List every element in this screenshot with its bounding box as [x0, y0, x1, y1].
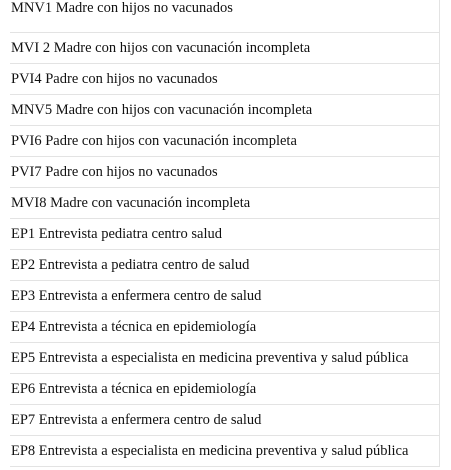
- table-cell: [10, 64, 440, 95]
- table-cell: [10, 219, 440, 250]
- table-cell: [10, 0, 440, 33]
- table-cell: [10, 374, 440, 405]
- table-row: [10, 33, 440, 64]
- cell-text: EP8 Entrevista a especialista en medicina preventiva y salud pública: [11, 443, 409, 459]
- table-cell: [10, 126, 440, 157]
- cell-text: PVI6 Padre con hijos con vacunación incompleta: [11, 133, 297, 149]
- table-row: [10, 188, 440, 219]
- table-row: [10, 64, 440, 95]
- cell-text: EP6 Entrevista a técnica en epidemiología: [11, 381, 257, 397]
- table-row: [10, 374, 440, 405]
- participants-table: [10, 0, 440, 467]
- table-cell: [10, 157, 440, 188]
- table-cell: [10, 436, 440, 467]
- table-row: [10, 219, 440, 250]
- table-row: [10, 436, 440, 467]
- cell-text: EP5 Entrevista a especialista en medicina preventiva y salud pública: [11, 350, 409, 366]
- cell-text: MVI8 Madre con vacunación incompleta: [11, 195, 251, 211]
- cell-text: EP2 Entrevista a pediatra centro de salud: [11, 257, 250, 273]
- table-row: [10, 343, 440, 374]
- table-row: [10, 0, 440, 33]
- cell-text: EP7 Entrevista a enfermera centro de salud: [11, 412, 262, 428]
- table-row: [10, 312, 440, 343]
- table-row: [10, 281, 440, 312]
- cell-text: PVI4 Padre con hijos no vacunados: [11, 71, 218, 87]
- cell-text: EP1 Entrevista pediatra centro salud: [11, 226, 222, 242]
- cell-text: EP3 Entrevista a enfermera centro de salud: [11, 288, 262, 304]
- table-cell: [10, 250, 440, 281]
- table-cell: [10, 343, 440, 374]
- cell-text: MVI 2 Madre con hijos con vacunación incompleta: [11, 40, 311, 56]
- table-row: [10, 126, 440, 157]
- cell-text: EP4 Entrevista a técnica en epidemiología: [11, 319, 257, 335]
- table-row: [10, 95, 440, 126]
- table-cell: [10, 188, 440, 219]
- cell-text: MNV1 Madre con hijos no vacunados: [11, 0, 233, 16]
- cell-text: PVI7 Padre con hijos no vacunados: [11, 164, 218, 180]
- table-cell: [10, 281, 440, 312]
- cell-text: MNV5 Madre con hijos con vacunación incompleta: [11, 102, 313, 118]
- table-row: [10, 250, 440, 281]
- table-cell: [10, 95, 440, 126]
- table-cell: [10, 405, 440, 436]
- participants-table-container: [10, 0, 440, 467]
- table-cell: [10, 312, 440, 343]
- table-cell: [10, 33, 440, 64]
- table-row: [10, 405, 440, 436]
- table-row: [10, 157, 440, 188]
